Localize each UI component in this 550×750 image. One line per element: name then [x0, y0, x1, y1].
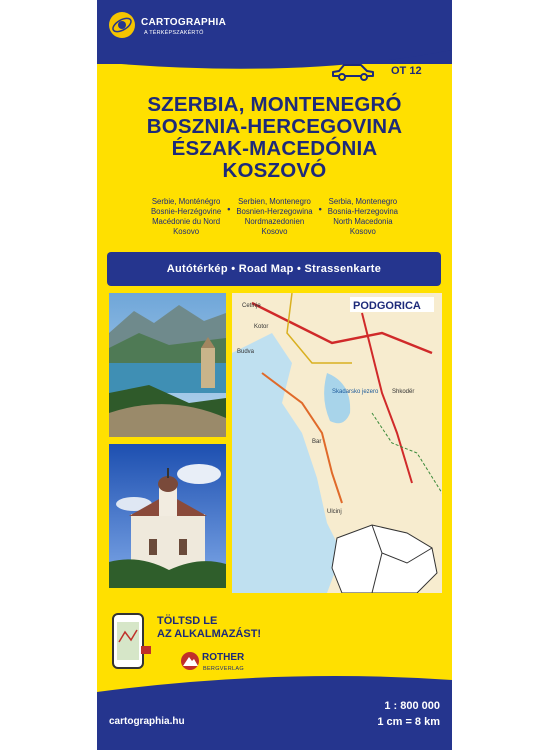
car-icon — [329, 62, 377, 82]
website-link[interactable]: cartographia.hu — [109, 716, 185, 727]
map-label: Skadarsko jezero — [332, 389, 379, 395]
translation-fr: Serbie, Monténégro Bosnie-Herzégovine Macédonie du Nord Kosovo — [150, 197, 222, 236]
phone-icon — [111, 612, 151, 672]
title-line: SZERBIA, MONTENEGRÓ — [147, 93, 402, 116]
globe-logo-icon — [109, 12, 135, 38]
map-label: Bar — [312, 439, 322, 445]
title-line: KOSZOVÓ — [222, 159, 327, 182]
map-city-label: PODGORICA — [353, 300, 421, 312]
separator-dot: • — [318, 204, 322, 214]
partner-sub: BERGVERLAG — [203, 666, 244, 672]
separator-dot: • — [227, 204, 231, 214]
title-line: BOSZNIA-HERCEGOVINA — [146, 115, 403, 138]
photo-monastery — [109, 444, 226, 588]
scale-equivalent: 1 cm = 8 km — [377, 716, 440, 728]
map-cover — [97, 0, 452, 750]
series-code: OT 12 — [391, 65, 422, 77]
map-label: Budva — [237, 349, 255, 355]
app-promo-line1: TÖLTSD LE — [157, 615, 218, 627]
translations — [97, 197, 452, 237]
title-line: ÉSZAK-MACEDÓNIA — [171, 137, 378, 160]
map-label: Shkodër — [392, 389, 415, 395]
map-type-banner: Autótérkép • Road Map • Strassenkarte — [107, 252, 441, 286]
map-label: Kotor — [254, 324, 269, 330]
map-label: Ulcinj — [327, 509, 342, 515]
scale-ratio: 1 : 800 000 — [384, 700, 440, 712]
brand-tagline: A TÉRKÉPSZAKÉRTŐ — [144, 30, 204, 36]
photo-kotor-bay — [109, 293, 226, 437]
translation-de: Serbien, Montenegro Bosnien-Herzegowina Nordmazedonien Kosovo — [236, 197, 313, 236]
map-preview — [232, 293, 442, 593]
map-label: Cetinje — [242, 303, 261, 309]
app-promo — [157, 615, 261, 641]
app-promo-line2: AZ ALKALMAZÁST! — [157, 628, 262, 640]
brand-name: CARTOGRAPHIA — [141, 17, 227, 28]
title-block — [97, 94, 452, 182]
partner-name: ROTHER — [202, 652, 245, 663]
translation-en: Serbia, Montenegro Bosnia-Herzegovina North Macedonia Kosovo — [327, 197, 399, 236]
